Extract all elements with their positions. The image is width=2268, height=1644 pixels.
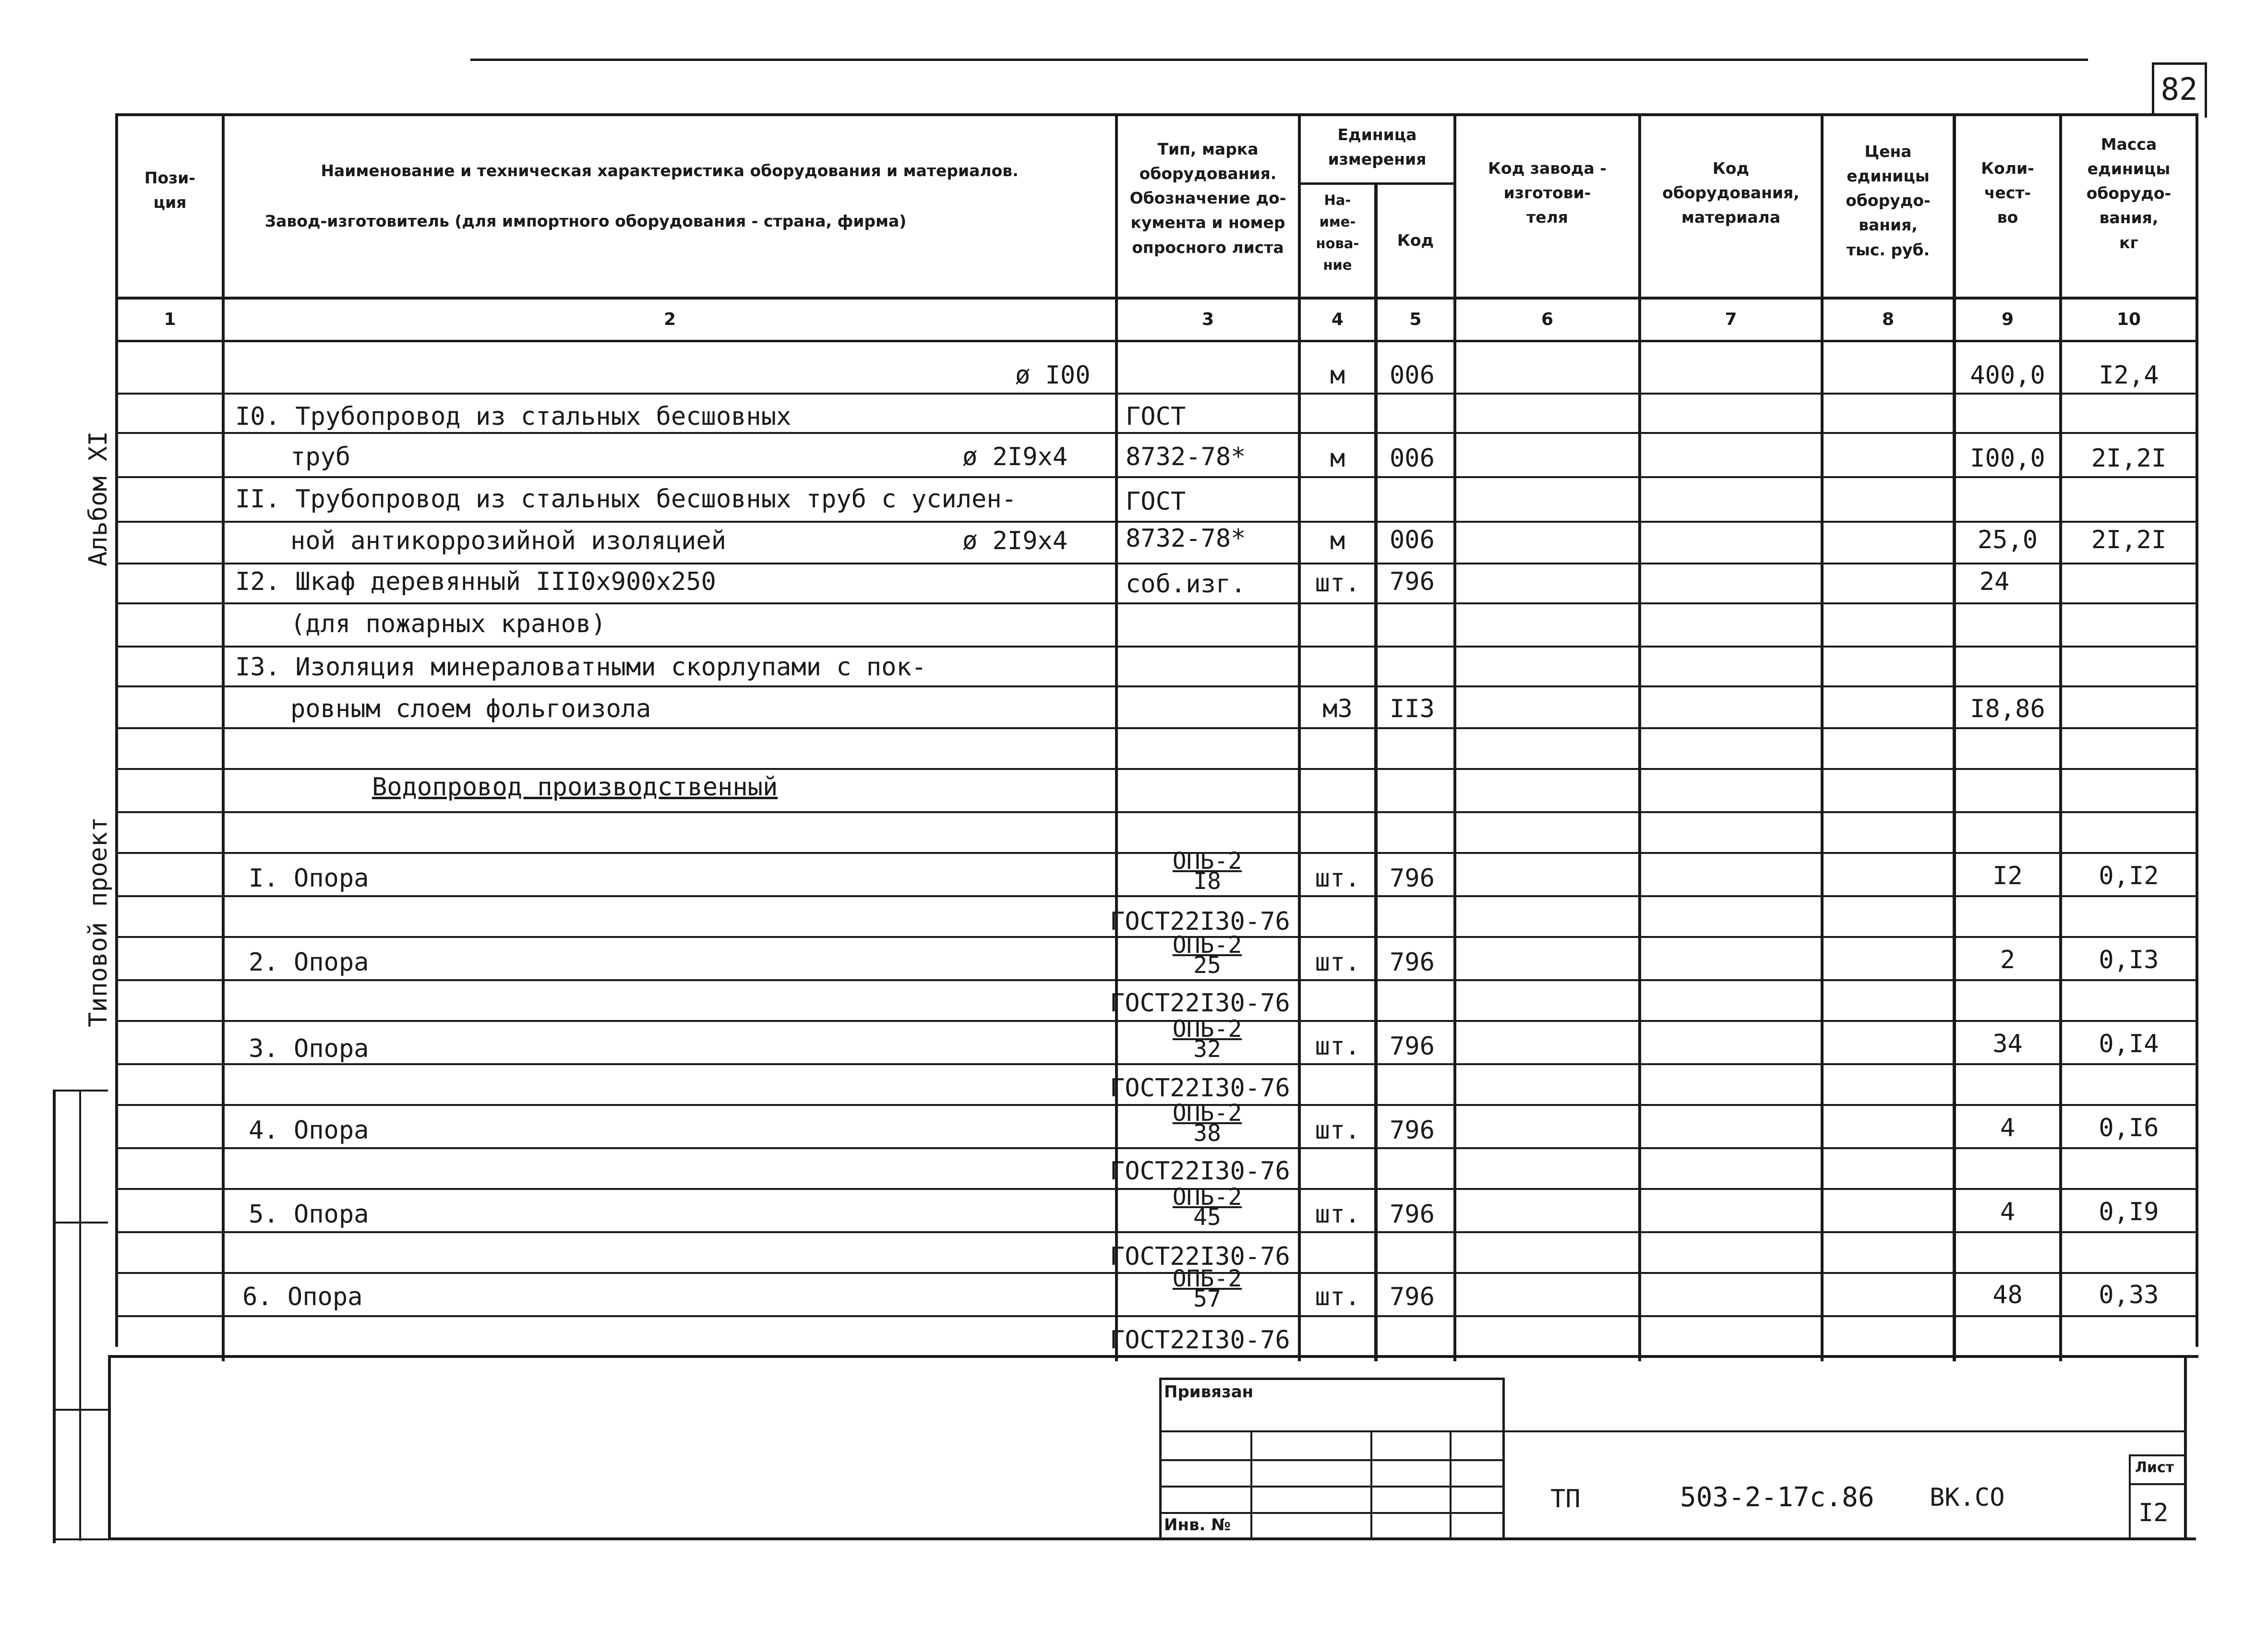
item-name: 5. Опора: [249, 1200, 369, 1229]
unit-mass: 0,I6: [2099, 1114, 2159, 1142]
unit-mass: 0,33: [2099, 1281, 2159, 1309]
col-number-5: 5: [1409, 310, 1422, 329]
unit-code: 796: [1390, 1283, 1435, 1311]
type-doc: ГОСТ: [1126, 487, 1186, 516]
tp-label: ТП: [1550, 1485, 1581, 1513]
unit-name: шт.: [1315, 569, 1360, 598]
unit-name: м: [1330, 527, 1345, 555]
type-gost: ГОСТ22I30-76: [1110, 1157, 1290, 1186]
project-number: 503-2-17с.86: [1680, 1482, 1874, 1513]
unit-code: 796: [1390, 1116, 1435, 1145]
item-name: ной антикоррозийной изоляцией: [290, 527, 726, 555]
inventory-number-label: Инв. №: [1164, 1515, 1231, 1535]
type-doc: 8732-78*: [1126, 524, 1246, 553]
item-name: II. Трубопровод из стальных бесшовных труб с усилен-: [235, 485, 1017, 514]
header-factory-code: Код завода - изготови- теля: [1488, 159, 1607, 227]
item-dimension: ø 2I9х4: [962, 443, 1068, 471]
unit-name: м3: [1322, 695, 1353, 723]
type-gost: ГОСТ22I30-76: [1110, 989, 1290, 1018]
header-name-line1: Наименование и техническая характеристика оборудования и материалов.: [321, 161, 1019, 180]
unit-mass: 0,I9: [2099, 1198, 2159, 1226]
quantity: I8,86: [1970, 695, 2045, 723]
type-gost: ГОСТ22I30-76: [1110, 1326, 1290, 1355]
item-name: 6. Опора: [242, 1283, 363, 1311]
type-fraction-top: ОПБ-2: [1172, 1100, 1242, 1127]
type-fraction-bottom: 57: [1193, 1285, 1221, 1312]
unit-name: м: [1330, 361, 1345, 390]
col-number-2: 2: [663, 310, 676, 329]
header-position: Пози- ция: [144, 168, 196, 212]
type-fraction-bottom: 45: [1193, 1204, 1221, 1231]
item-name: I2. Шкаф деревянный III0х900х250: [235, 567, 716, 596]
unit-name: шт.: [1315, 1032, 1360, 1061]
item-name: I. Опора: [249, 864, 369, 893]
type-fraction-top: ОПБ-2: [1172, 1016, 1242, 1043]
header-mass: Масса единицы оборудо- вания, кг: [2086, 135, 2172, 252]
type-gost: ГОСТ22I30-76: [1110, 907, 1290, 936]
unit-code: 796: [1390, 864, 1435, 893]
type-fraction-bottom: 32: [1193, 1036, 1221, 1063]
unit-code: 006: [1390, 526, 1435, 554]
unit-name: м: [1330, 444, 1345, 473]
unit-mass: 0,I4: [2099, 1030, 2159, 1058]
header-name-line2: Завод-изготовитель (для импортного оборудования - страна, фирма): [264, 212, 907, 230]
unit-mass: 0,I2: [2099, 862, 2159, 890]
page-number: 82: [2160, 72, 2198, 108]
quantity: 25,0: [1977, 526, 2038, 554]
item-name: 2. Опора: [249, 948, 369, 977]
quantity: 34: [1992, 1030, 2023, 1058]
type-doc: соб.изг.: [1126, 570, 1246, 599]
item-name: ровным слоем фольгоизола: [290, 695, 651, 723]
unit-mass: 2I,2I: [2091, 444, 2167, 473]
quantity: 400,0: [1970, 361, 2045, 390]
item-name: I0. Трубопровод из стальных бесшовных: [235, 402, 792, 431]
col-number-9: 9: [2001, 310, 2014, 329]
item-name: 4. Опора: [249, 1116, 369, 1145]
unit-mass: 0,I3: [2099, 946, 2159, 974]
header-quantity: Коли- чест- во: [1981, 159, 2034, 227]
unit-mass: I2,4: [2099, 361, 2159, 390]
header-type: Тип, марка оборудования. Обозначение до- кумента и номер опросного листа: [1129, 140, 1286, 257]
col-number-1: 1: [164, 310, 176, 329]
section-title-text: Водопровод производственный: [372, 773, 778, 802]
sheet-number: I2: [2138, 1499, 2169, 1527]
document-code: ВК.СО: [1930, 1483, 2005, 1512]
quantity: 48: [1992, 1281, 2023, 1309]
privyazan-label: Привязан: [1164, 1382, 1254, 1402]
project-label: Типовой проект: [84, 816, 113, 1027]
item-name: труб: [290, 443, 351, 471]
type-fraction-bottom: 25: [1193, 952, 1221, 979]
type-fraction-top: ОПБ-2: [1172, 1265, 1242, 1292]
quantity: 4: [2000, 1114, 2016, 1142]
unit-name: шт.: [1315, 864, 1360, 893]
type-gost: ГОСТ22I30-76: [1110, 1242, 1290, 1271]
unit-name: шт.: [1315, 1283, 1360, 1311]
type-fraction-top: ОПБ-2: [1172, 1184, 1242, 1211]
header-unit-code: Код: [1397, 231, 1434, 250]
quantity: I2: [1992, 862, 2023, 890]
quantity: 24: [1979, 567, 2010, 596]
col-number-6: 6: [1541, 310, 1554, 329]
header-unit-group: Единица измерения: [1328, 125, 1427, 169]
unit-name: шт.: [1315, 1116, 1360, 1145]
header-equipment-code: Код оборудования, материала: [1662, 159, 1800, 227]
unit-code: 796: [1390, 1200, 1435, 1229]
item-name: I3. Изоляция минераловатными скорлупами с пок-: [235, 653, 927, 682]
unit-code: 006: [1390, 361, 1435, 390]
item-name: 3. Опора: [249, 1034, 369, 1063]
unit-code: 796: [1390, 1032, 1435, 1061]
item-dimension: ø 2I9х4: [962, 527, 1068, 555]
unit-code: II3: [1390, 695, 1435, 723]
col-number-8: 8: [1882, 310, 1895, 329]
col-number-4: 4: [1331, 310, 1344, 329]
header-price: Цена единицы оборудо- вания, тыс. руб.: [1846, 142, 1931, 259]
unit-name: шт.: [1315, 1200, 1360, 1229]
sheet-label: Лист: [2135, 1459, 2174, 1476]
item-name: (для пожарных кранов): [290, 610, 606, 638]
unit-mass: 2I,2I: [2091, 526, 2167, 554]
unit-code: 796: [1390, 567, 1435, 596]
col-number-7: 7: [1725, 310, 1737, 329]
unit-code: 006: [1390, 444, 1435, 473]
type-doc: ГОСТ: [1126, 402, 1186, 431]
item-name: ø I00: [1015, 361, 1091, 390]
unit-code: 796: [1390, 948, 1435, 977]
quantity: I00,0: [1970, 444, 2045, 473]
quantity: 4: [2000, 1198, 2016, 1226]
type-gost: ГОСТ22I30-76: [1110, 1074, 1290, 1103]
type-fraction-top: ОПБ-2: [1172, 848, 1242, 875]
type-fraction-bottom: I8: [1193, 868, 1221, 895]
col-number-10: 10: [2116, 310, 2141, 329]
col-number-3: 3: [1201, 310, 1214, 329]
album-label: Альбом XI: [84, 431, 113, 566]
type-fraction-top: ОПБ-2: [1172, 932, 1242, 959]
type-fraction-bottom: 38: [1193, 1120, 1221, 1147]
quantity: 2: [2000, 946, 2016, 974]
type-doc: 8732-78*: [1126, 443, 1246, 471]
header-unit-name: На- име- нова- ние: [1316, 192, 1359, 273]
unit-name: шт.: [1315, 948, 1360, 977]
